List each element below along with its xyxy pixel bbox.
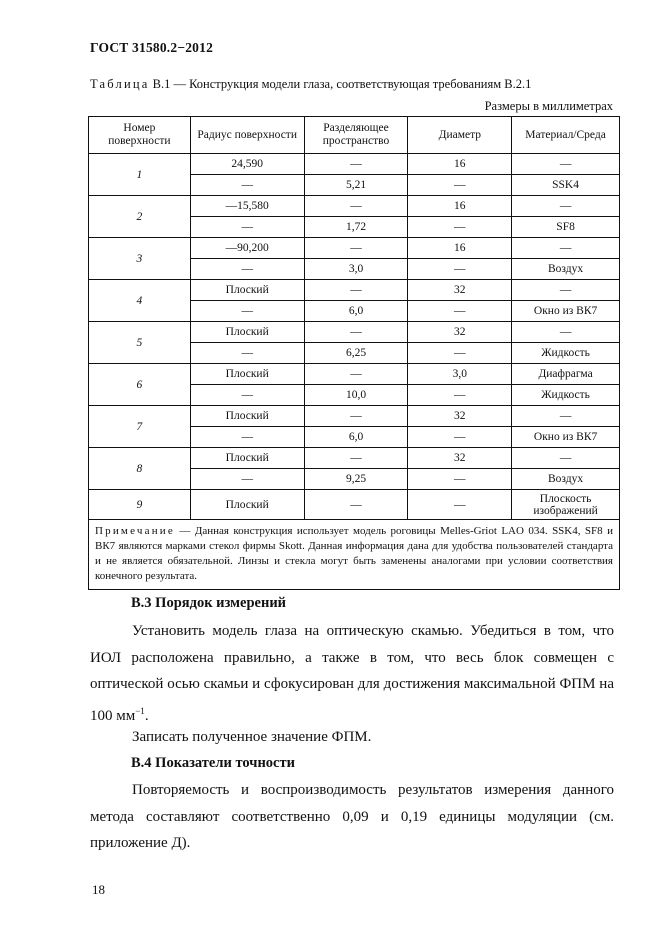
table-cell: 32 (408, 322, 512, 343)
table-cell: — (190, 469, 304, 490)
table-cell: — (190, 385, 304, 406)
table-row (89, 196, 620, 217)
table-cell: 6,0 (304, 427, 408, 448)
surface-number-cell: 4 (89, 280, 191, 322)
table-cell: — (190, 175, 304, 196)
table-cell: 6,25 (304, 343, 408, 364)
table-cell: — (304, 448, 408, 469)
table-cell: 3,0 (408, 364, 512, 385)
column-header: Материал/Среда (512, 117, 620, 154)
table-cell: SSK4 (512, 175, 620, 196)
table-header-row (89, 117, 620, 154)
surface-number-cell: 3 (89, 238, 191, 280)
column-header: Разделяющее пространство (304, 117, 408, 154)
table-row (89, 490, 620, 520)
table-row (89, 280, 620, 301)
table-caption-prefix: Таблица (90, 77, 150, 91)
section-b4-title: В.4 Показатели точности (131, 755, 295, 771)
table-cell: SF8 (512, 217, 620, 238)
table-cell: Плоский (190, 364, 304, 385)
table-cell: — (512, 238, 620, 259)
table-cell: 16 (408, 196, 512, 217)
table-cell: — (408, 217, 512, 238)
table-cell: — (512, 448, 620, 469)
table-cell: — (408, 175, 512, 196)
section-b3-title: В.3 Порядок измерений (131, 595, 287, 611)
table-cell: Жидкость (512, 385, 620, 406)
table-caption (90, 77, 531, 92)
table-cell: Воздух (512, 259, 620, 280)
table-cell: — (304, 406, 408, 427)
column-header: Диаметр (408, 117, 512, 154)
table-cell: 10,0 (304, 385, 408, 406)
table-cell: Плоский (190, 322, 304, 343)
table-cell: Окно из ВК7 (512, 427, 620, 448)
table-cell: — (304, 238, 408, 259)
column-header: Радиус поверхности (190, 117, 304, 154)
table-cell: Плоский (190, 448, 304, 469)
table-cell: Плоский (190, 280, 304, 301)
table-cell: 32 (408, 280, 512, 301)
table-note (89, 520, 620, 590)
table-cell: — (512, 280, 620, 301)
table-row (89, 322, 620, 343)
table-cell: 3,0 (304, 259, 408, 280)
table-cell: — (304, 322, 408, 343)
table-cell: — (408, 490, 512, 520)
table-cell: — (190, 259, 304, 280)
table-cell: Воздух (512, 469, 620, 490)
table-cell: Плоскость изображений (512, 490, 620, 520)
table-cell: — (190, 343, 304, 364)
table-cell: — (304, 490, 408, 520)
table-cell: — (304, 280, 408, 301)
table-row (89, 406, 620, 427)
section-b3-paragraph-2: Записать полученное значение ФПМ. (132, 729, 372, 745)
superscript: −1 (135, 705, 145, 716)
table-row (89, 364, 620, 385)
table-cell: 5,21 (304, 175, 408, 196)
table-cell: 9,25 (304, 469, 408, 490)
paragraph-end: . (144, 707, 149, 724)
table-cell: — (304, 154, 408, 175)
surface-number-cell: 5 (89, 322, 191, 364)
document-header: ГОСТ 31580.2−2012 (90, 40, 214, 55)
surface-number-cell: 6 (89, 364, 191, 406)
table-cell: — (408, 427, 512, 448)
section-b4-paragraph-1: Повторяемость и воспроизводимость результатов измерения данного метода составляют соответственно 0,09 и 0,19 единицы модуляции (см. приложение Д). (90, 782, 614, 851)
table-cell: — (512, 406, 620, 427)
table-cell: 1,72 (304, 217, 408, 238)
table-cell: — (408, 343, 512, 364)
page-number: 18 (92, 882, 105, 897)
surface-number-cell: 8 (89, 448, 191, 490)
table-cell: 6,0 (304, 301, 408, 322)
table-cell: — (304, 196, 408, 217)
note-text: — Данная конструкция использует модель роговицы Melles-Griot LAO 034. SSK4, SF8 и ВК7 являются марками стекол фирмы Skott. Данная информация дана для удобства пользователей стандарта и не является обязательной. Линзы и стекла могут быть заменены аналогами при условии соответствия конечного результата. (95, 525, 613, 582)
table-row (89, 448, 620, 469)
surface-number-cell: 1 (89, 154, 191, 196)
table-cell: — (512, 196, 620, 217)
table-caption-text: В.1 — Конструкция модели глаза, соответствующая требованиям В.2.1 (149, 77, 532, 91)
table-units: Размеры в миллиметрах (484, 99, 613, 113)
section-b3-paragraph-1 (90, 618, 614, 729)
table-cell: — (512, 322, 620, 343)
surface-number-cell: 7 (89, 406, 191, 448)
table-cell: 24,590 (190, 154, 304, 175)
table-cell: — (408, 385, 512, 406)
surface-number-cell: 2 (89, 196, 191, 238)
table-cell: Плоский (190, 406, 304, 427)
table-cell: Окно из ВК7 (512, 301, 620, 322)
table-cell: — (304, 364, 408, 385)
table-cell: —90,200 (190, 238, 304, 259)
table-cell: — (190, 217, 304, 238)
table-row (89, 238, 620, 259)
column-header: Номер поверхности (89, 117, 191, 154)
table-cell: — (190, 301, 304, 322)
surface-number-cell: 9 (89, 490, 191, 520)
table-cell: Жидкость (512, 343, 620, 364)
table-cell: — (190, 427, 304, 448)
table-cell: — (512, 154, 620, 175)
table-cell: 32 (408, 448, 512, 469)
table-cell: —15,580 (190, 196, 304, 217)
eye-model-table (88, 116, 620, 590)
table-row (89, 154, 620, 175)
table-note-row (89, 520, 620, 590)
table-cell: — (408, 259, 512, 280)
table-cell: Плоский (190, 490, 304, 520)
table-cell: — (408, 301, 512, 322)
table-cell: Диафрагма (512, 364, 620, 385)
table-cell: — (408, 469, 512, 490)
note-prefix: Примечание (95, 525, 175, 537)
table-cell: 16 (408, 154, 512, 175)
table-cell: 32 (408, 406, 512, 427)
paragraph-text: Установить модель глаза на оптическую скамью. Убедиться в том, что ИОЛ расположена правильно, а также в том, что весь блок совмещен с оптической осью скамьи и сфокусирован для достижения максимальной ФПМ на 100 мм (90, 623, 614, 724)
table-cell: 16 (408, 238, 512, 259)
